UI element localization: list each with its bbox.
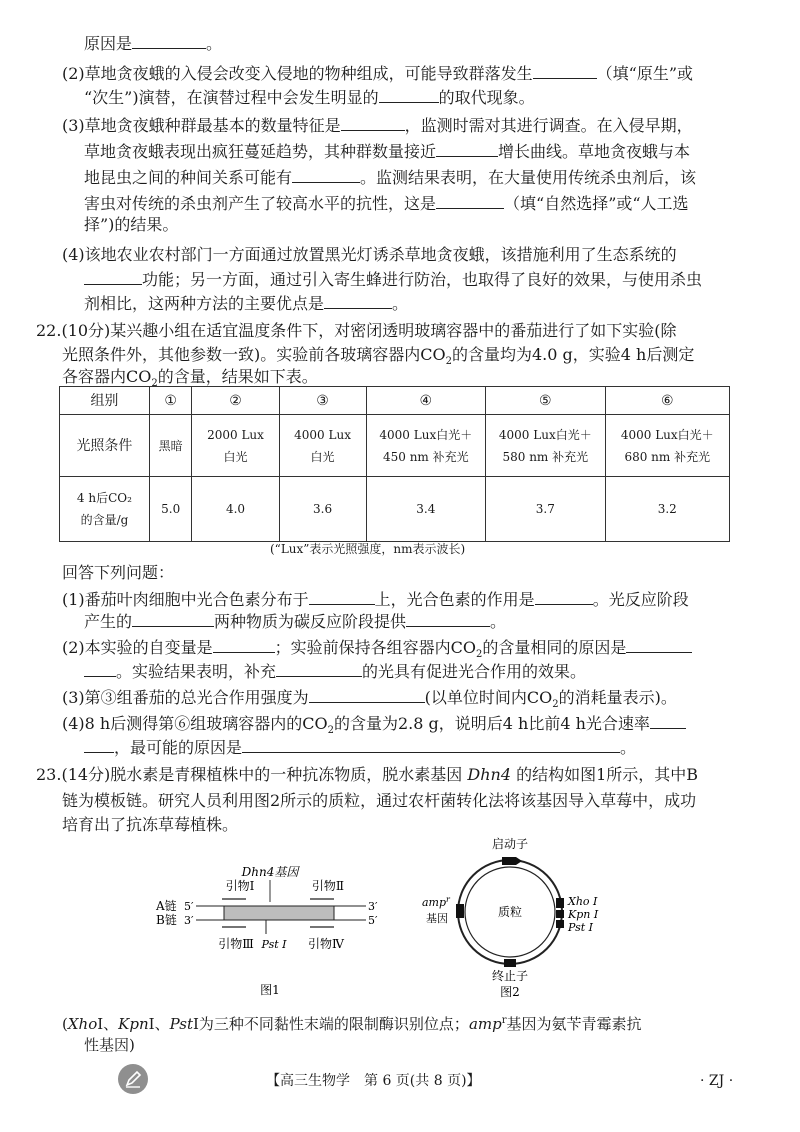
blank[interactable] <box>276 660 362 677</box>
table-cell: 4000 Lux 白光 <box>279 415 366 477</box>
pst-label: Pst Ⅰ <box>261 938 287 951</box>
q22-line-1: 22.(10分)某兴趣小组在适宜温度条件下，对密闭透明玻璃容器中的番茄进行了如下实验(除 <box>36 321 677 340</box>
amp-gene-mark <box>456 904 464 918</box>
figure-note-line-2: 性基因) <box>84 1036 135 1054</box>
promoter-arrow-icon <box>516 857 522 865</box>
primer-1-label: 引物Ⅰ <box>225 879 255 893</box>
q21-line-10: 剂相比，这两种方法的主要优点是 。 <box>84 294 409 313</box>
table-row-co2 <box>60 477 730 542</box>
blank[interactable] <box>436 140 498 157</box>
blank[interactable] <box>533 62 597 79</box>
q23-line-1: 23.(14分)脱水素是青稞植株中的一种抗冻物质，脱水素基因 Dhn4 的结构如图1所示，其中B <box>36 765 699 784</box>
gene-region <box>224 906 334 920</box>
q21-line-4: 草地贪夜蛾表现出疯狂蔓延趋势，其种群数量接近 增长曲线。草地贪夜蛾与本 <box>84 142 691 161</box>
q22-a1: (1)番茄叶肉细胞中光合色素分布于 上，光合色素的作用是 。光反应阶段 <box>62 590 689 609</box>
table-cell: 黑暗 <box>149 415 192 477</box>
blank[interactable] <box>309 686 425 703</box>
pst-label: Pst Ⅰ <box>568 921 594 934</box>
amp-gene-label: 基因 <box>426 912 448 925</box>
q22-a6: (4)8 h后测得第⑥组玻璃容器内的$CO_2$的含量为2.8 g，说明后4 h比前4 h光合速率 <box>62 712 686 742</box>
q23-line-3: 培育出了抗冻草莓植株。 <box>62 815 239 834</box>
chain-a-label: A链 <box>156 899 177 913</box>
pencil-icon <box>118 1064 148 1094</box>
table-cell: 3.2 <box>605 477 729 542</box>
blank[interactable] <box>379 86 439 103</box>
table-cell: 组别 <box>60 387 150 415</box>
xho-site-mark <box>556 898 564 908</box>
blank[interactable] <box>436 192 504 209</box>
pst-site-mark <box>556 920 564 928</box>
figure-2-caption: 图2 <box>500 985 520 999</box>
q21-line-8: (4)该地农业农村部门一方面通过放置黑光灯诱杀草地贪夜蛾，该措施利用了生态系统的 <box>62 245 677 264</box>
primer-4-label: 引物Ⅳ <box>308 937 344 951</box>
q21-line-6: 害虫对传统的杀虫剂产生了较高水平的抗性，这是 （填“自然选择”或“人工选 <box>84 194 689 213</box>
answer-prompt: 回答下列问题： <box>62 563 175 582</box>
q21-line-0: 原因是 。 <box>84 34 223 53</box>
blank[interactable] <box>535 588 593 605</box>
q22-a4: 。实验结果表明，补充 的光具有促进光合作用的效果。 <box>84 660 586 683</box>
table-cell: 4000 Lux白光＋ 580 nm 补充光 <box>486 415 605 477</box>
chain-b-3-label: 3′ <box>184 914 194 927</box>
blank[interactable] <box>84 736 114 753</box>
table-cell: 2000 Lux 白光 <box>192 415 279 477</box>
page-code: · ZJ · <box>700 1073 734 1089</box>
q21-line-9: 功能；另一方面，通过引入寄生蜂进行防治，也取得了良好的效果，与使用杀虫 <box>84 268 702 291</box>
q22-line-3: 各容器内$CO_2$的含量，结果如下表。 <box>62 367 318 390</box>
blank[interactable] <box>132 610 214 627</box>
table-cell: 5.0 <box>149 477 192 542</box>
table-cell: 4 h后CO₂ 的含量/g <box>60 477 150 542</box>
blank[interactable] <box>213 636 275 653</box>
q21-line-5: 地昆虫之间的种间关系可能有 。监测结果表明，在大量使用传统杀虫剂后，该 <box>84 168 697 187</box>
blank[interactable] <box>309 588 375 605</box>
blank[interactable] <box>242 736 620 753</box>
table-cell: 4000 Lux白光＋ 680 nm 补充光 <box>605 415 729 477</box>
table-cell: 3.4 <box>366 477 485 542</box>
q22-a2: 产生的 两种物质为碳反应阶段提供 。 <box>84 612 507 631</box>
blank[interactable] <box>324 292 392 309</box>
terminator-mark <box>504 959 516 967</box>
table-cell: ④ <box>366 387 485 415</box>
table-row-light <box>60 415 730 477</box>
table-cell: 3.6 <box>279 477 366 542</box>
q21-line-1: (2)草地贪夜蛾的入侵会改变入侵地的物种组成，可能导致群落发生 （填“原生”或 <box>62 64 694 83</box>
primer-2-label: 引物Ⅱ <box>311 879 345 893</box>
q22-a7: ，最可能的原因是 。 <box>84 736 636 759</box>
kpn-label: Kpn Ⅰ <box>568 908 599 921</box>
table-cell: 4.0 <box>192 477 279 542</box>
q22-a5: (3)第③组番茄的总光合作用强度为 (以单位时间内$CO_2$的消耗量表示)。 <box>62 688 677 711</box>
figure-2-plasmid-diagram <box>418 830 628 1002</box>
gene-label: Dhn4基因 <box>241 865 299 879</box>
table-cell: ① <box>149 387 192 415</box>
amp-label: amp$^r$ <box>422 895 450 909</box>
table-row-header <box>60 387 730 415</box>
table-cell: ③ <box>279 387 366 415</box>
q23-line-2: 链为模板链。研究人员利用图2所示的质粒，通过农杆菌转化法将该基因导入草莓中，成功 <box>62 791 697 810</box>
table-cell: ② <box>192 387 279 415</box>
blank[interactable] <box>84 268 142 285</box>
figure-note-line-1: (XhoⅠ、KpnⅠ、PstⅠ为三种不同黏性末端的限制酶识别位点；amp$^r$基因为氨苄青霉素抗 <box>62 1015 642 1033</box>
table-note: (“Lux”表示光照强度，nm表示波长) <box>270 542 466 556</box>
table-cell: ⑤ <box>486 387 605 415</box>
promoter-mark <box>502 857 516 865</box>
blank[interactable] <box>406 610 490 627</box>
q21-line-2: “次生”)演替，在演替过程中会发生明显的 的取代现象。 <box>84 88 535 107</box>
table-cell: 4000 Lux白光＋ 450 nm 补充光 <box>366 415 485 477</box>
q21-line-7: 择”)的结果。 <box>84 215 179 234</box>
blank[interactable] <box>650 712 686 729</box>
blank[interactable] <box>292 166 360 183</box>
xho-label: Xho Ⅰ <box>568 895 598 908</box>
blank[interactable] <box>132 32 206 49</box>
primer-3-label: 引物Ⅲ <box>218 937 254 951</box>
blank[interactable] <box>341 114 405 131</box>
terminator-label: 终止子 <box>491 969 529 983</box>
plasmid-label: 质粒 <box>497 905 523 919</box>
figure-1-gene-diagram <box>150 858 390 1002</box>
chain-a-3-label: 3′ <box>368 900 378 913</box>
figure-1-caption: 图1 <box>260 983 280 997</box>
blank[interactable] <box>626 636 692 653</box>
pencil-icon <box>118 1064 148 1094</box>
promoter-label: 启动子 <box>491 837 529 851</box>
page-footer: 【高三生物学 第 6 页(共 8 页)】 <box>266 1073 481 1089</box>
table-cell: ⑥ <box>605 387 729 415</box>
chain-b-label: B链 <box>156 913 177 927</box>
table-cell: 3.7 <box>486 477 605 542</box>
q21-line-3: (3)草地贪夜蛾种群最基本的数量特征是 ，监测时需对其进行调查。在入侵早期， <box>62 116 693 135</box>
blank[interactable] <box>84 660 116 677</box>
experiment-table <box>59 386 730 542</box>
chain-b-5-label: 5′ <box>368 914 378 927</box>
chain-a-5-label: 5′ <box>184 900 194 913</box>
q22-a3: (2)本实验的自变量是 ；实验前保持各组容器内$CO_2$的含量相同的原因是 <box>62 636 692 666</box>
kpn-site-mark <box>556 910 564 918</box>
q22-line-2: 光照条件外，其他参数一致)。实验前各玻璃容器内$CO_2$的含量均为4.0 g，实验4 h后测定 <box>62 345 695 368</box>
table-cell: 光照条件 <box>60 415 150 477</box>
